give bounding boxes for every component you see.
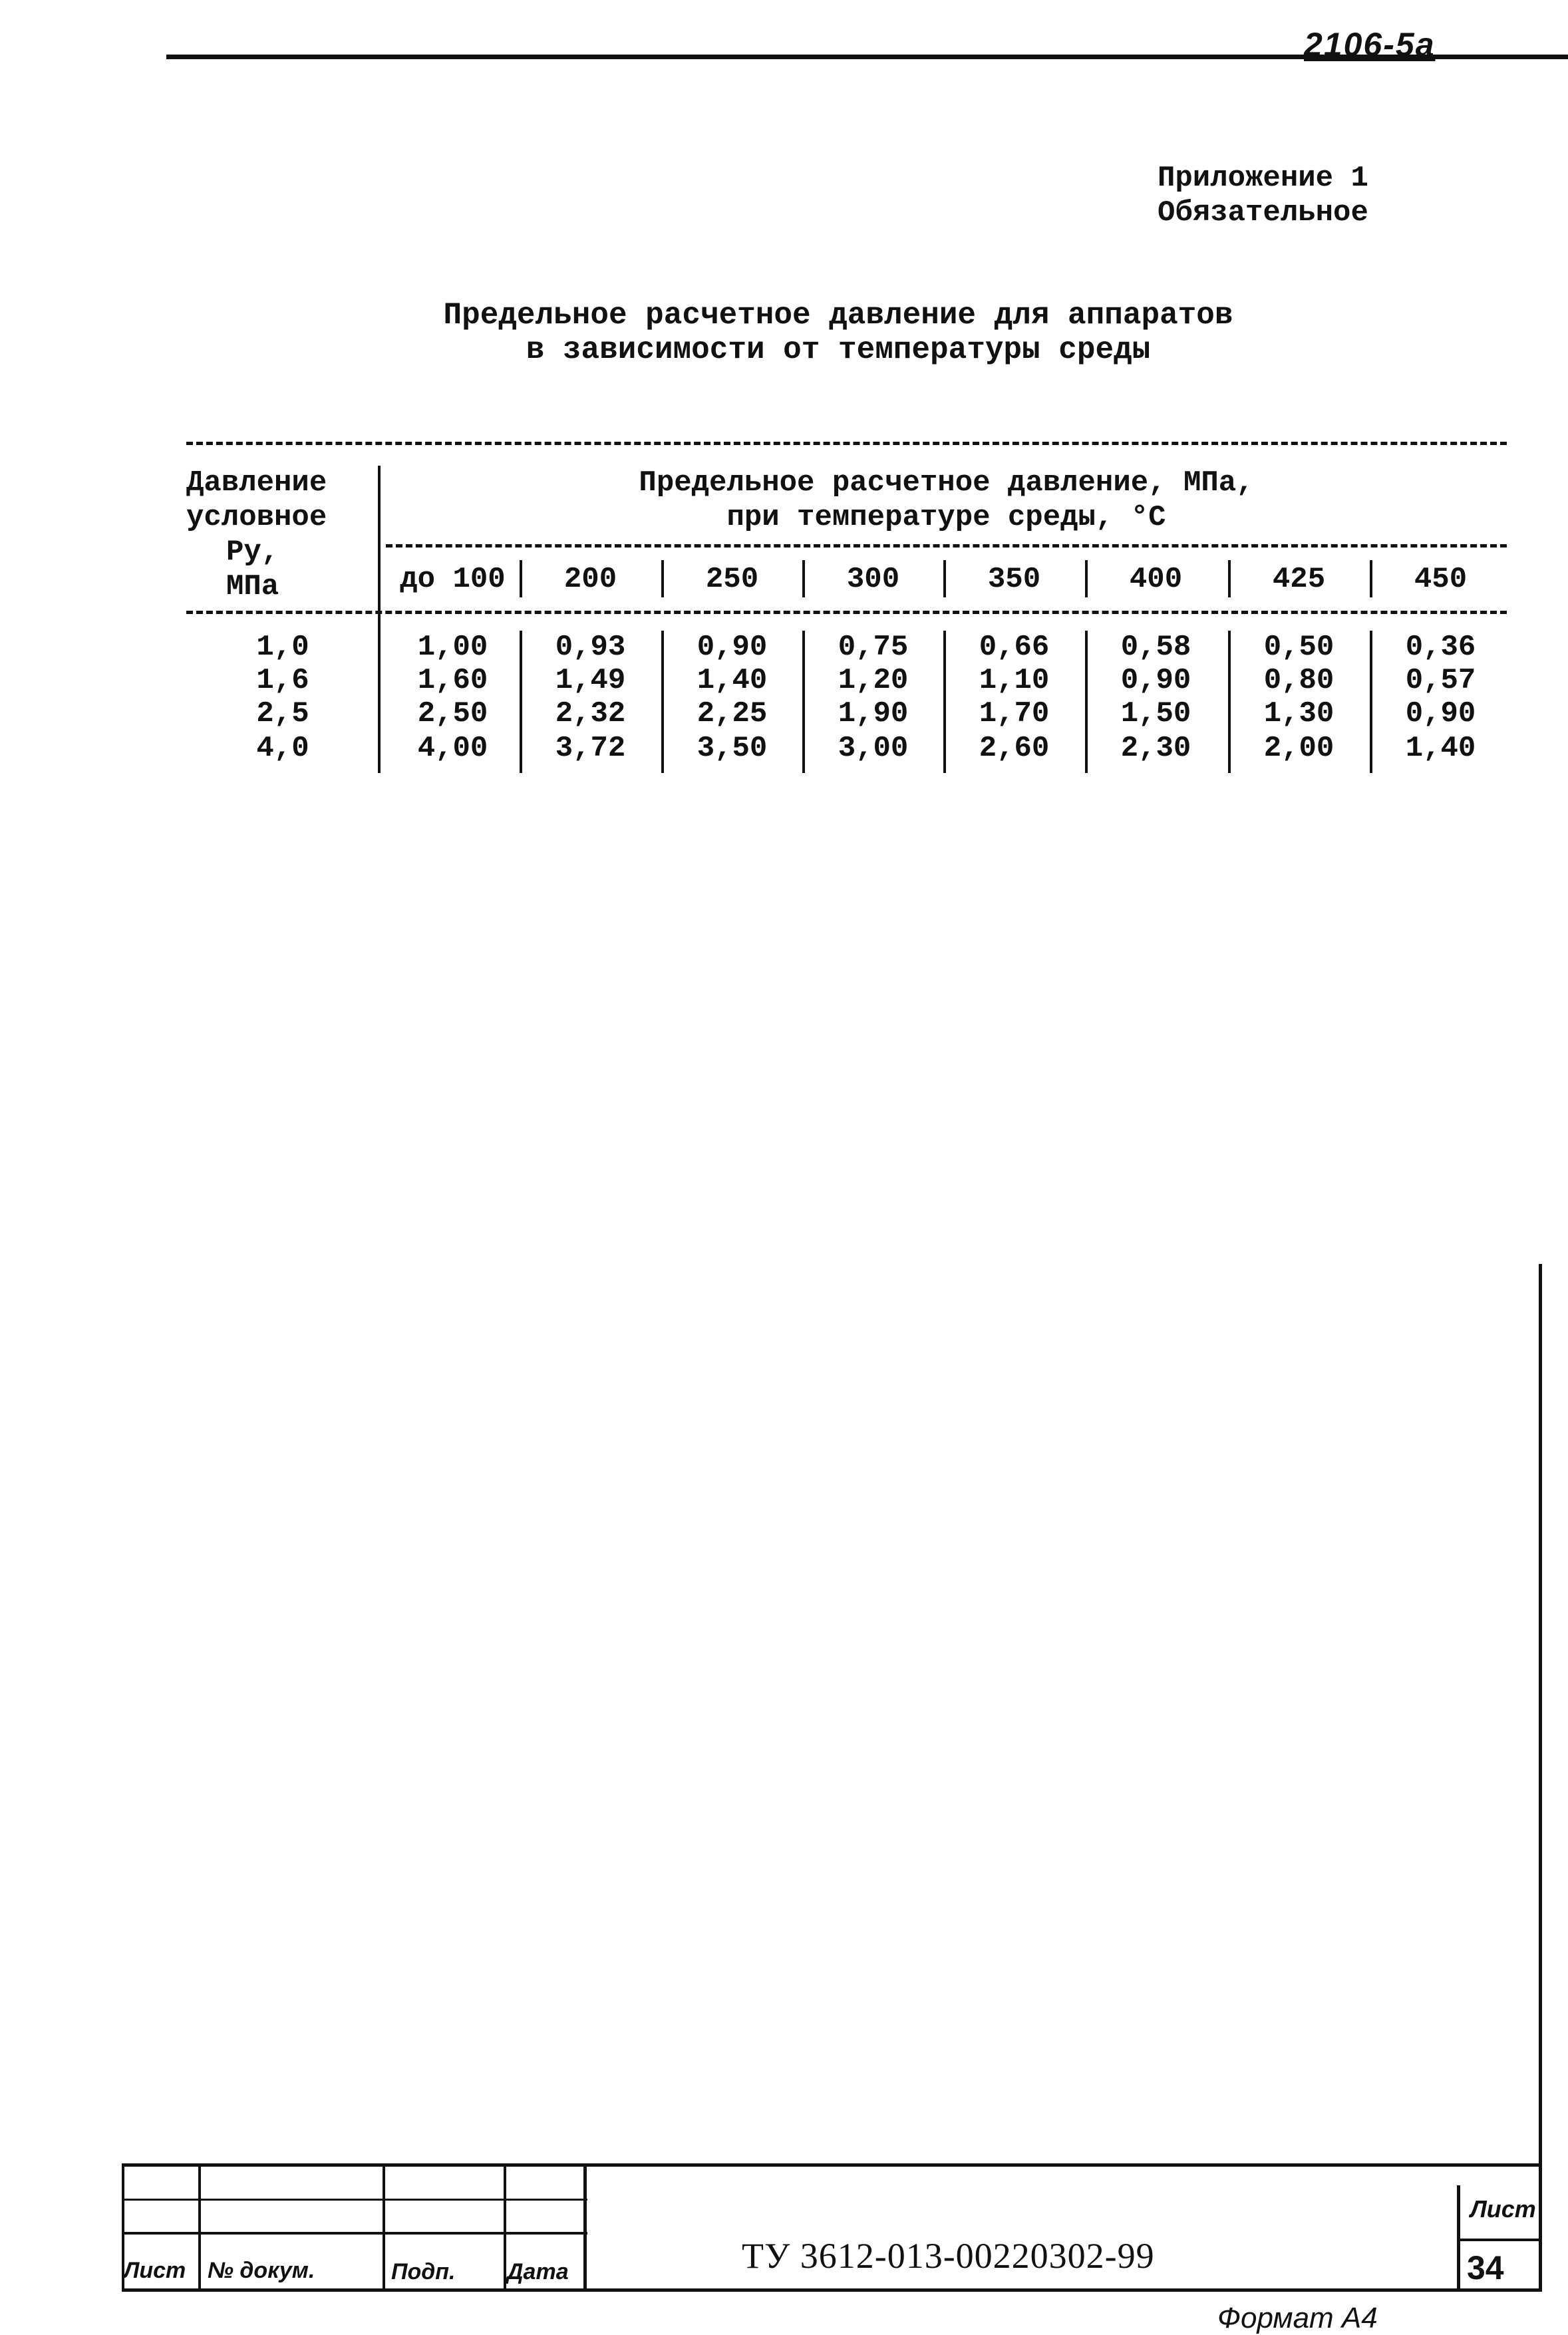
row-header-line-2: условное — [186, 501, 327, 534]
title-block-col-rule-3 — [504, 2163, 506, 2292]
group-header-line-2: при температуре среды, °С — [726, 501, 1166, 534]
pressure-value-cell: 0,93 — [555, 631, 626, 664]
pressure-value-cell: 2,60 — [979, 732, 1050, 765]
title-block-row-rule-2 — [122, 2232, 587, 2235]
title-line-2: в зависимости от температуры среды — [526, 333, 1151, 367]
pressure-value-cell: 1,50 — [1120, 697, 1191, 730]
pressure-value-cell: 1,49 — [555, 664, 626, 697]
pressure-value-cell: 3,50 — [697, 732, 768, 765]
nominal-pressure-cell: 4,0 — [256, 732, 309, 765]
temperature-header: 300 — [846, 563, 900, 596]
table-top-rule — [186, 442, 1507, 445]
frame-right-edge — [1539, 1264, 1542, 2292]
pressure-value-cell: 0,90 — [697, 631, 768, 664]
pressure-value-cell: 3,00 — [838, 732, 909, 765]
pressure-value-cell: 4,00 — [417, 732, 488, 765]
title-block-col-rule-4 — [583, 2163, 587, 2292]
pressure-value-cell: 0,90 — [1405, 697, 1476, 730]
appendix-status: Обязательное — [1158, 196, 1368, 230]
temperature-header: 200 — [563, 563, 617, 596]
pressure-value-cell: 0,58 — [1120, 631, 1191, 664]
nominal-pressure-cell: 1,0 — [256, 631, 309, 664]
pressure-value-cell: 2,32 — [555, 697, 626, 730]
pressure-value-cell: 0,50 — [1263, 631, 1334, 664]
temperature-header: 425 — [1272, 563, 1326, 596]
nominal-pressure-cell: 2,5 — [256, 697, 309, 730]
sheet-label: Лист — [1470, 2195, 1536, 2223]
row-header-line-3: Ру, — [226, 536, 279, 569]
pressure-value-cell: 2,30 — [1120, 732, 1191, 765]
group-header — [386, 466, 1507, 535]
header-mid-rule — [386, 544, 1507, 547]
pressure-value-cell: 2,25 — [697, 697, 768, 730]
pressure-value-cell: 0,66 — [979, 631, 1050, 664]
pressure-value-cell: 1,10 — [979, 664, 1050, 697]
pressure-value-cell: 1,00 — [417, 631, 488, 664]
temperature-header: до 100 — [400, 563, 506, 596]
title-block-col-rule-1 — [198, 2163, 201, 2292]
header-bottom-rule — [186, 611, 1507, 614]
temperature-header: 450 — [1414, 563, 1468, 596]
pressure-value-cell: 1,90 — [838, 697, 909, 730]
pressure-value-cell: 0,75 — [838, 631, 909, 664]
pressure-value-cell: 0,36 — [1405, 631, 1476, 664]
row-header-line-1: Давление — [186, 466, 327, 500]
pressure-value-cell: 1,60 — [417, 664, 488, 697]
pressure-value-cell: 0,80 — [1263, 664, 1334, 697]
pressure-value-cell: 1,40 — [1405, 732, 1476, 765]
appendix-marker — [1158, 161, 1368, 230]
title-block-row-rule-1 — [122, 2199, 587, 2201]
pressure-value-cell: 2,00 — [1263, 732, 1334, 765]
sheet-number: 34 — [1467, 2249, 1504, 2286]
title-line-1: Предельное расчетное давление для аппаратов — [443, 298, 1233, 333]
temperature-header: 350 — [987, 563, 1041, 596]
pressure-value-cell: 2,50 — [417, 697, 488, 730]
document-designation: ТУ 3612-013-00220302-99 — [742, 2236, 1155, 2276]
pressure-value-cell: 1,40 — [697, 664, 768, 697]
label-signature: Подп. — [391, 2259, 456, 2284]
row-header — [186, 466, 379, 604]
sheet-box-mid-rule — [1457, 2239, 1542, 2241]
nominal-pressure-cell: 1,6 — [256, 664, 309, 697]
pressure-value-cell: 0,90 — [1120, 664, 1191, 697]
title-block-bottom-rule — [122, 2288, 1542, 2292]
pressure-value-cell: 1,30 — [1263, 697, 1334, 730]
title-block-col-rule-2 — [383, 2163, 385, 2292]
pressure-value-cell: 1,20 — [838, 664, 909, 697]
temperature-header: 250 — [705, 563, 759, 596]
label-sheet: Лист — [124, 2258, 186, 2283]
title-block-top-rule — [122, 2163, 1542, 2167]
label-document-number: № докум. — [208, 2258, 315, 2283]
pressure-value-cell: 1,70 — [979, 697, 1050, 730]
temperature-header: 400 — [1129, 563, 1183, 596]
row-header-line-4: МПа — [226, 570, 279, 603]
label-date: Дата — [507, 2259, 569, 2284]
pressure-value-cell: 0,57 — [1405, 664, 1476, 697]
group-header-line-1: Предельное расчетное давление, МПа, — [639, 466, 1254, 500]
page-title — [399, 298, 1277, 367]
document-code: 2106-5a — [1304, 26, 1436, 63]
appendix-number: Приложение 1 — [1158, 162, 1368, 195]
pressure-value-cell: 3,72 — [555, 732, 626, 765]
paper-format: Формат А4 — [1217, 2302, 1378, 2334]
